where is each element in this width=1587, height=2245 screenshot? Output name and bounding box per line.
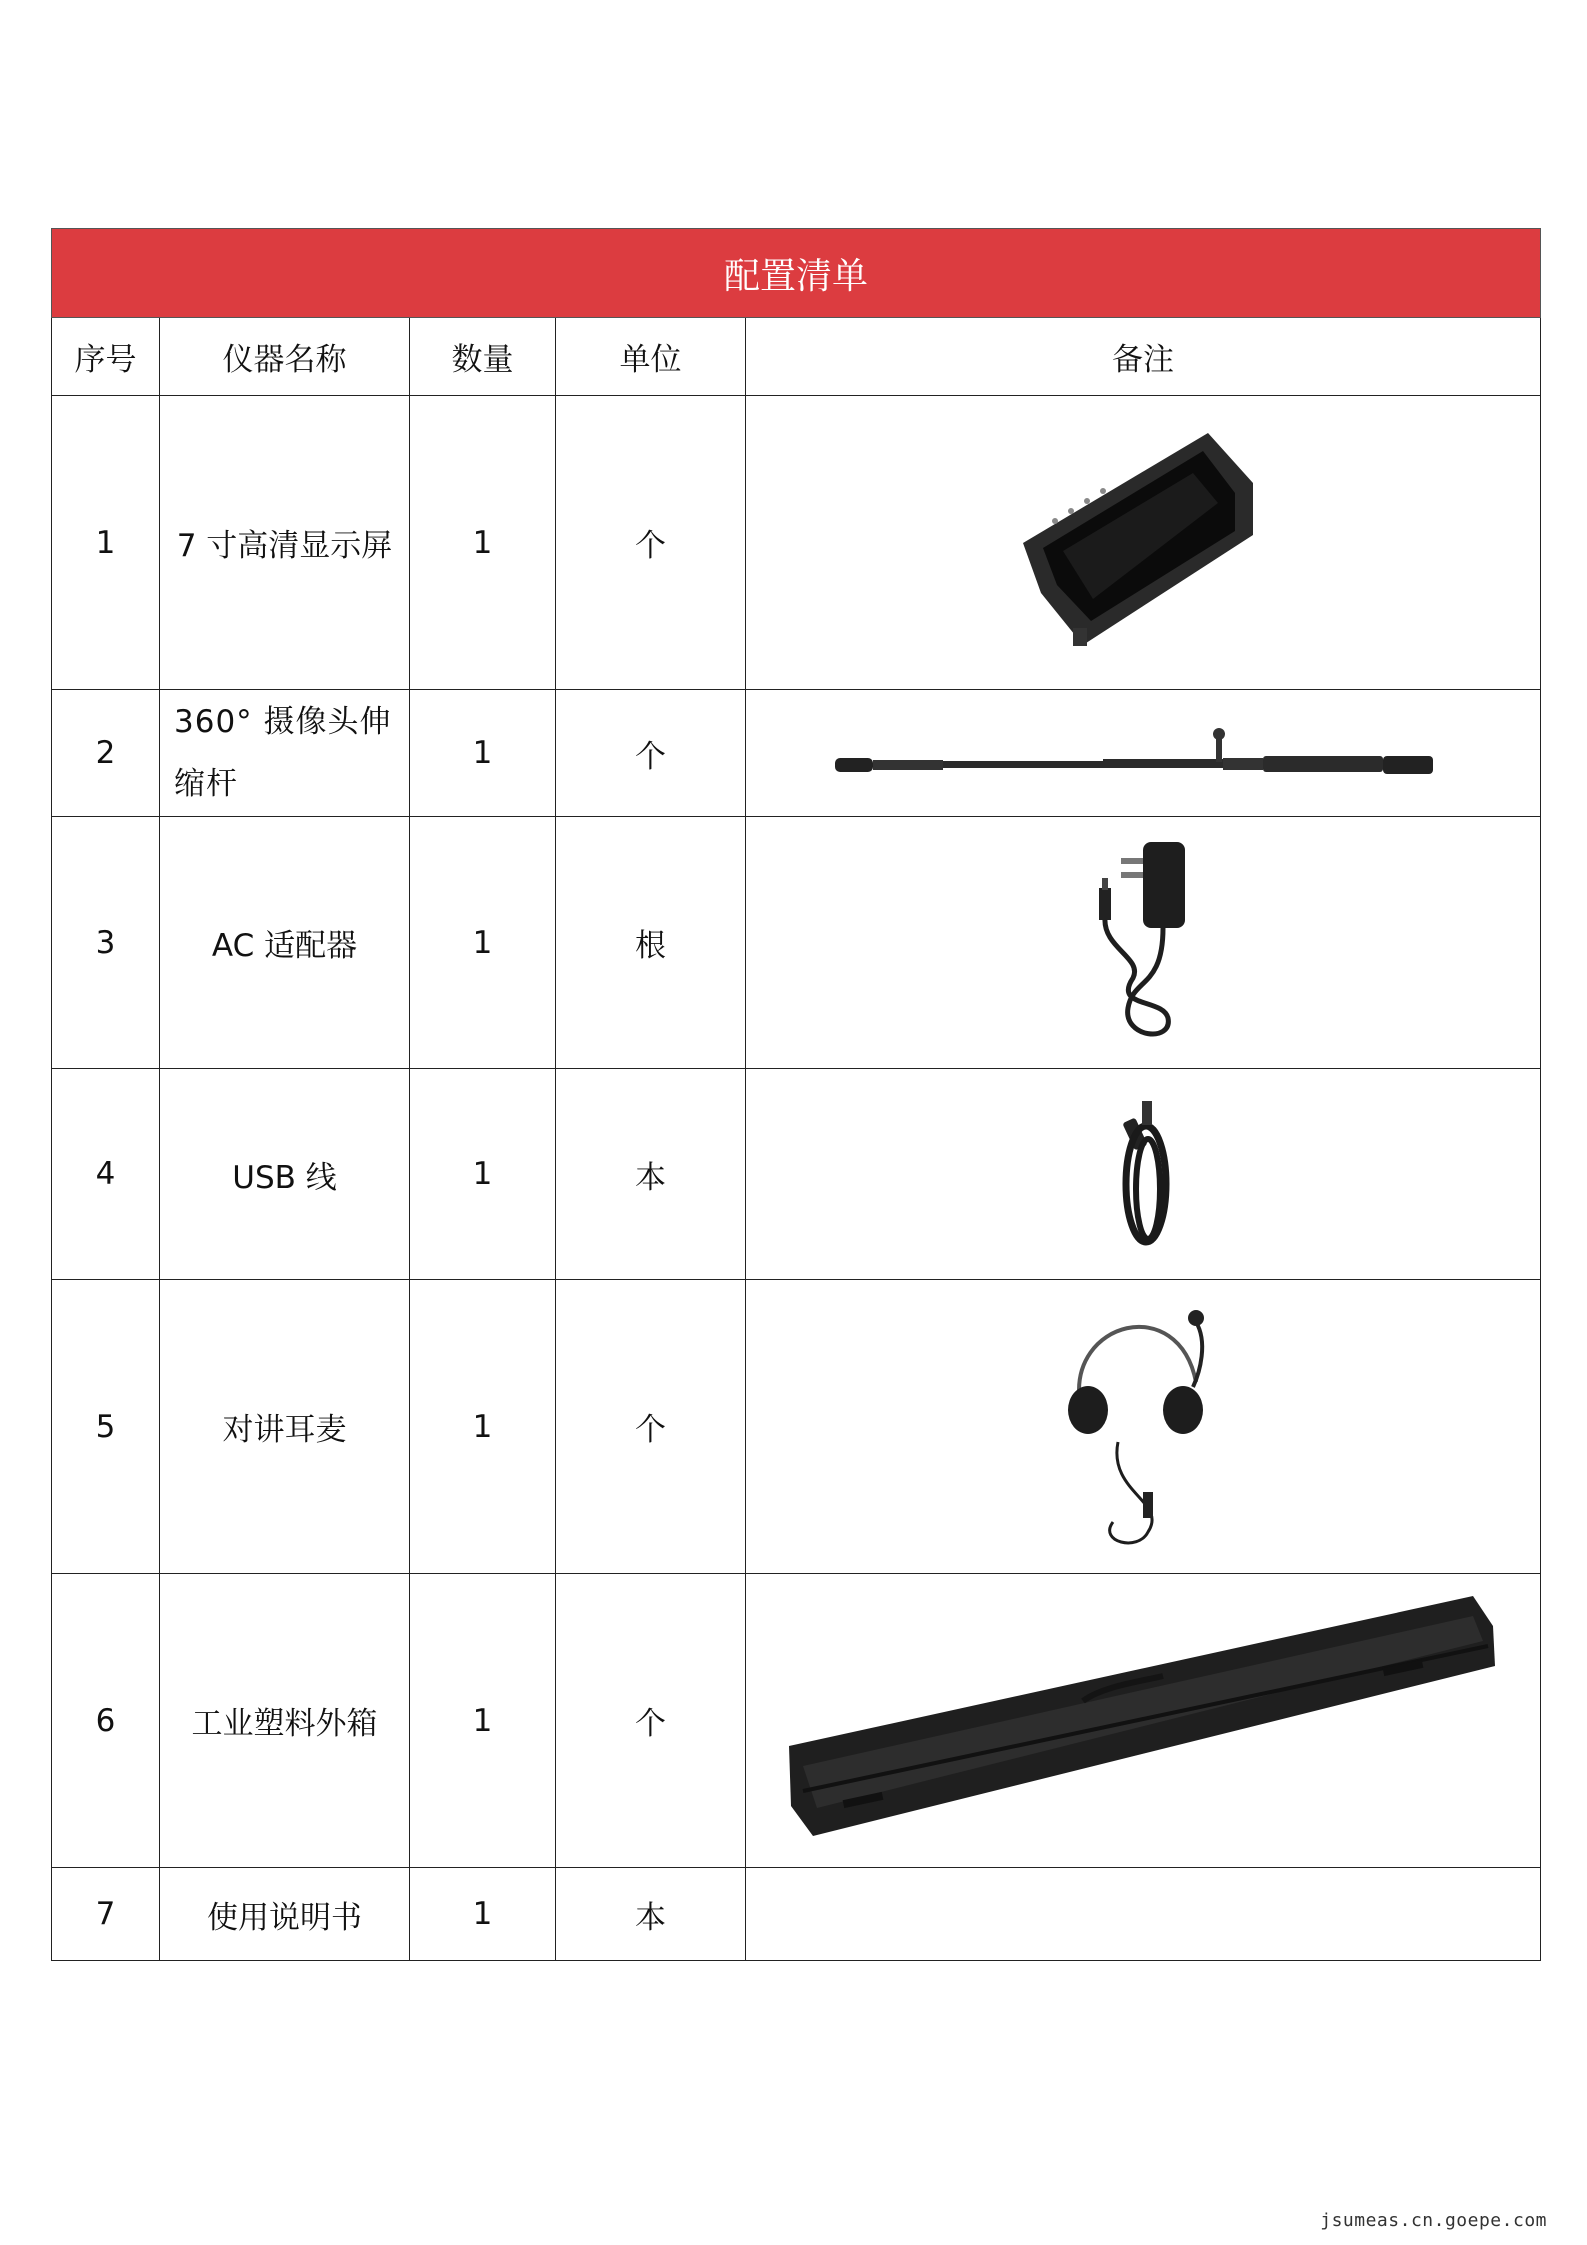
plastic-case-image	[746, 1574, 1541, 1868]
row-qty: 1	[410, 1868, 556, 1961]
row-unit: 个	[556, 396, 746, 690]
row-unit: 个	[556, 690, 746, 817]
table-row	[52, 1574, 1541, 1868]
header-no: 序号	[52, 318, 160, 396]
row-qty: 1	[410, 817, 556, 1069]
row-name: 使用说明书	[160, 1868, 410, 1961]
row-unit: 本	[556, 1868, 746, 1961]
table-row	[52, 1868, 1541, 1961]
row-unit: 个	[556, 1574, 746, 1868]
configuration-list	[51, 228, 1540, 1961]
table-row	[52, 396, 1541, 690]
table-row	[52, 1280, 1541, 1574]
configuration-table	[51, 228, 1541, 1961]
row-qty: 1	[410, 396, 556, 690]
table-header-row	[52, 318, 1541, 396]
row-name: 7 寸高清显示屏	[160, 396, 410, 690]
ac-adapter-image	[746, 817, 1541, 1069]
row-no: 7	[52, 1868, 160, 1961]
table-title-row	[52, 229, 1541, 318]
row-no: 6	[52, 1574, 160, 1868]
row-name: USB 线	[160, 1069, 410, 1280]
telescopic-pole-image	[746, 690, 1541, 817]
monitor-image	[746, 396, 1541, 690]
row-no: 1	[52, 396, 160, 690]
header-name: 仪器名称	[160, 318, 410, 396]
table-row	[52, 817, 1541, 1069]
row-qty: 1	[410, 1574, 556, 1868]
table-row	[52, 690, 1541, 817]
table-row	[52, 1069, 1541, 1280]
header-unit: 单位	[556, 318, 746, 396]
row-name: 360° 摄像头伸缩杆	[160, 690, 410, 817]
row-qty: 1	[410, 690, 556, 817]
row-no: 5	[52, 1280, 160, 1574]
row-remark-empty	[746, 1868, 1541, 1961]
row-qty: 1	[410, 1069, 556, 1280]
headset-image	[746, 1280, 1541, 1574]
footer-watermark: jsumeas.cn.goepe.com	[1320, 2210, 1547, 2231]
row-unit: 个	[556, 1280, 746, 1574]
row-unit: 本	[556, 1069, 746, 1280]
row-unit: 根	[556, 817, 746, 1069]
row-no: 3	[52, 817, 160, 1069]
table-title: 配置清单	[52, 229, 1541, 318]
header-remark: 备注	[746, 318, 1541, 396]
header-qty: 数量	[410, 318, 556, 396]
row-no: 4	[52, 1069, 160, 1280]
row-name: AC 适配器	[160, 817, 410, 1069]
row-name: 工业塑料外箱	[160, 1574, 410, 1868]
usb-cable-image	[746, 1069, 1541, 1280]
row-name: 对讲耳麦	[160, 1280, 410, 1574]
row-no: 2	[52, 690, 160, 817]
row-qty: 1	[410, 1280, 556, 1574]
